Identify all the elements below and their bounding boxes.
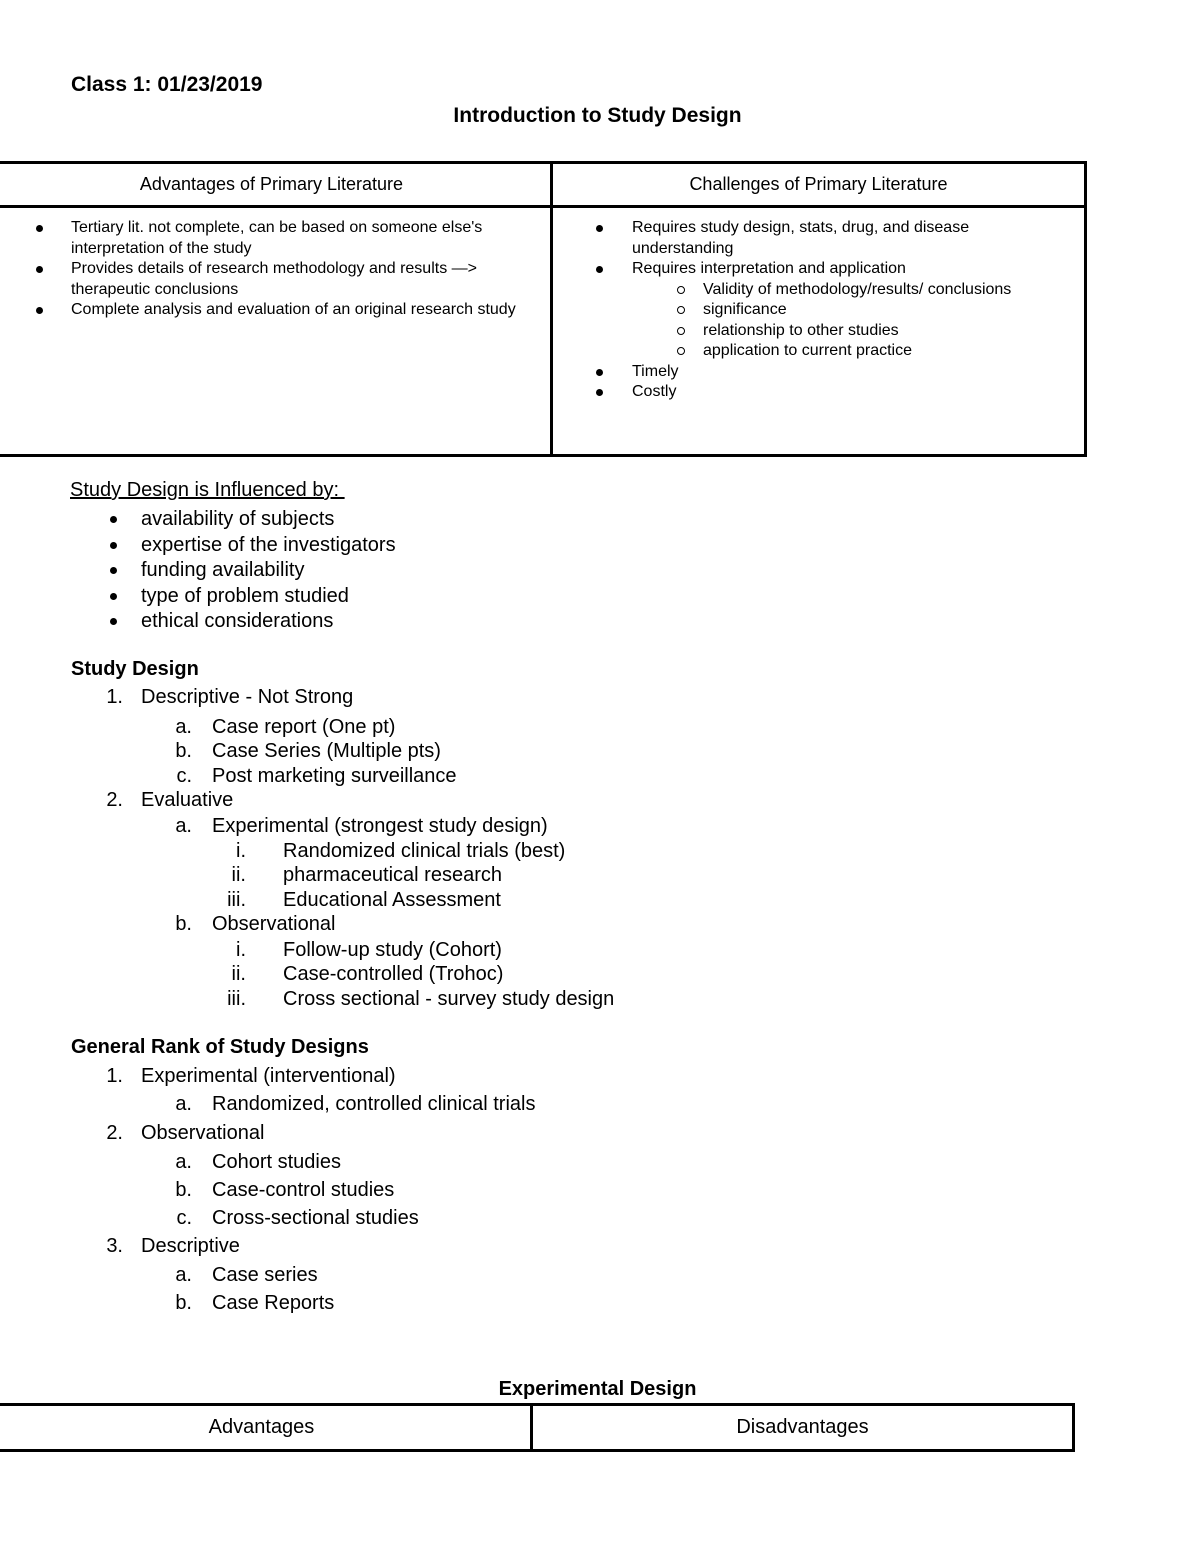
item-text: Cohort studies <box>212 1151 341 1173</box>
item-text: Randomized, controlled clinical trials <box>212 1093 536 1115</box>
advantages-cell <box>0 207 552 456</box>
list-item: availability of subjects <box>70 507 396 533</box>
list-item: expertise of the investigators <box>70 533 396 559</box>
item-roman: i. <box>236 939 246 961</box>
sub-list-item: relationship to other studies <box>632 321 1074 342</box>
item-text: Case series <box>212 1264 318 1286</box>
list-item: Provides details of research methodology and results —> therapeutic conclusions <box>3 259 540 300</box>
advantages-header: Advantages of Primary Literature <box>0 163 552 207</box>
list-item-text: Requires study design, stats, drug, and disease understanding <box>632 219 970 257</box>
list-item-text: Requires interpretation and application <box>632 260 906 277</box>
list-item <box>563 259 1074 362</box>
item-number: 1. <box>106 686 123 708</box>
item-text: Post marketing surveillance <box>212 765 457 787</box>
item-text: Case-control studies <box>212 1179 395 1201</box>
page-title: Introduction to Study Design <box>453 104 742 127</box>
item-number: 1. <box>106 1065 123 1087</box>
list-item-text: Timely <box>632 362 679 380</box>
item-letter: a. <box>175 1151 192 1173</box>
item-text: Randomized clinical trials (best) <box>283 840 566 862</box>
item-text: Descriptive <box>141 1235 240 1257</box>
class-date-heading: Class 1: 01/23/2019 <box>71 73 263 96</box>
item-text: Case Series (Multiple pts) <box>212 740 441 762</box>
challenges-cell <box>552 207 1086 456</box>
rank-heading: General Rank of Study Designs <box>71 1036 369 1058</box>
item-text: Evaluative <box>141 789 234 811</box>
item-text: pharmaceutical research <box>283 864 502 886</box>
challenges-list <box>563 218 1074 403</box>
influenced-heading: Study Design is Influenced by: <box>70 479 345 501</box>
sub-list <box>632 280 1074 362</box>
sub-list-item: Validity of methodology/results/ conclusions <box>632 280 1074 301</box>
item-text: Experimental (strongest study design) <box>212 815 548 837</box>
item-number: 3. <box>106 1235 123 1257</box>
sub-list-item: significance <box>632 300 1074 321</box>
item-roman: iii. <box>227 889 246 911</box>
primary-literature-table <box>0 161 1087 457</box>
item-roman: i. <box>236 840 246 862</box>
item-text: Observational <box>141 1122 265 1144</box>
list-item: type of problem studied <box>70 584 396 610</box>
advantages-column-header: Advantages <box>0 1405 532 1451</box>
item-letter: c. <box>176 1207 192 1229</box>
item-roman: iii. <box>227 988 246 1010</box>
item-text: Educational Assessment <box>283 889 501 911</box>
item-number: 2. <box>106 789 123 811</box>
item-roman: ii. <box>231 864 246 886</box>
item-text: Observational <box>212 913 336 935</box>
item-letter: b. <box>175 740 192 762</box>
item-number: 2. <box>106 1122 123 1144</box>
item-text: Cross-sectional studies <box>212 1207 419 1229</box>
list-item: funding availability <box>70 558 396 584</box>
item-text: Follow-up study (Cohort) <box>283 939 502 961</box>
list-item: ethical considerations <box>70 609 396 635</box>
item-letter: a. <box>175 815 192 837</box>
item-text: Experimental (interventional) <box>141 1065 396 1087</box>
item-letter: b. <box>175 1179 192 1201</box>
item-text: Case-controlled (Trohoc) <box>283 963 504 985</box>
list-item <box>563 362 1074 383</box>
item-text: Case report (One pt) <box>212 716 396 738</box>
item-letter: b. <box>175 913 192 935</box>
item-letter: a. <box>175 716 192 738</box>
item-text: Cross sectional - survey study design <box>283 988 615 1010</box>
item-text: Descriptive - Not Strong <box>141 686 354 708</box>
list-item: Tertiary lit. not complete, can be based on someone else's interpretation of the study <box>3 218 540 259</box>
disadvantages-column-header: Disadvantages <box>532 1405 1074 1451</box>
item-text: Case Reports <box>212 1292 335 1314</box>
sub-list-item: application to current practice <box>632 341 1074 362</box>
list-item <box>563 382 1074 403</box>
item-letter: c. <box>176 765 192 787</box>
item-letter: a. <box>175 1264 192 1286</box>
list-item <box>563 218 1074 259</box>
item-roman: ii. <box>231 963 246 985</box>
item-letter: b. <box>175 1292 192 1314</box>
influenced-list <box>70 507 396 635</box>
experimental-design-heading: Experimental Design <box>498 1378 697 1400</box>
challenges-header: Challenges of Primary Literature <box>552 163 1086 207</box>
study-design-heading: Study Design <box>71 658 199 680</box>
experimental-design-table <box>0 1403 1075 1452</box>
list-item: Complete analysis and evaluation of an original research study <box>3 300 540 321</box>
advantages-list <box>3 218 540 321</box>
item-letter: a. <box>175 1093 192 1115</box>
list-item-text: Costly <box>632 383 677 400</box>
